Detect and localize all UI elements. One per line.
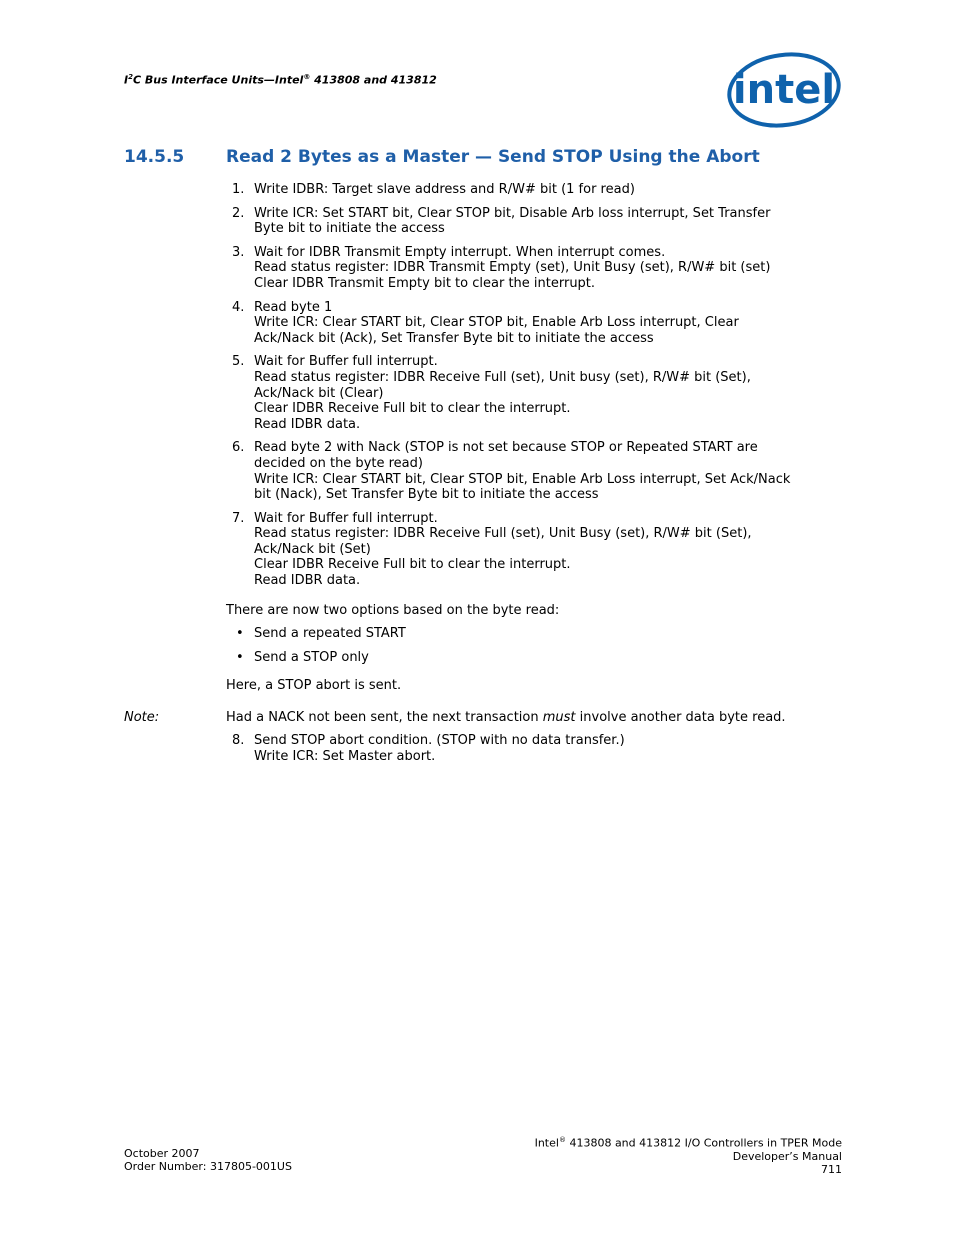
footer-order-number: Order Number: 317805-001US <box>124 1160 292 1173</box>
step-line: Read IDBR data. <box>254 416 361 432</box>
step-number: 2. <box>232 205 245 221</box>
here-text: Here, a STOP abort is sent. <box>226 678 402 694</box>
step-line: Read byte 1 <box>254 299 333 315</box>
step-line: Clear IDBR Transmit Empty bit to clear the interrupt. <box>254 275 596 291</box>
bullet-dot-icon: • <box>236 649 244 665</box>
step-line: Read status register: IDBR Receive Full (set), Unit Busy (set), R/W# bit (Set), <box>254 526 752 542</box>
intel-logo <box>726 51 842 129</box>
step-item <box>226 182 846 198</box>
step-line: Clear IDBR Receive Full bit to clear the interrupt. <box>254 401 571 417</box>
note-text <box>226 710 786 726</box>
footer-page-number: 711 <box>821 1162 842 1176</box>
footer-doc-title-b: 413808 and 413812 I/O Controllers in TPER Mode <box>565 1136 842 1150</box>
step-number: 4. <box>232 299 245 315</box>
step-line: Write ICR: Clear START bit, Clear STOP bit, Enable Arb Loss interrupt, Clear <box>254 315 739 331</box>
step-line: Write ICR: Set START bit, Clear STOP bit, Disable Arb loss interrupt, Set Transfer <box>254 205 771 221</box>
step-line: Send STOP abort condition. (STOP with no data transfer.) <box>254 733 625 748</box>
note-label: Note: <box>124 710 160 725</box>
footer-doc-reg: ® <box>558 1136 566 1144</box>
section-title: Read 2 Bytes as a Master — Send STOP Using the Abort <box>226 147 760 167</box>
step-line: Read status register: IDBR Receive Full (set), Unit busy (set), R/W# bit (Set), <box>254 369 751 385</box>
step-line: Wait for Buffer full interrupt. <box>254 354 438 370</box>
step-line: Write ICR: Clear START bit, Clear STOP bit, Enable Arb Loss interrupt, Set Ack/Nack <box>254 471 791 487</box>
footer-left <box>124 1147 292 1173</box>
step-line: Read IDBR data. <box>254 573 361 589</box>
step-item <box>226 733 846 764</box>
step-number: 5. <box>232 354 245 370</box>
footer-doc-title-a: Intel <box>534 1136 559 1150</box>
step-line: Clear IDBR Receive Full bit to clear the interrupt. <box>254 557 571 573</box>
step-line: Wait for Buffer full interrupt. <box>254 510 438 526</box>
steps-list <box>226 182 846 589</box>
step-number: 1. <box>232 182 245 197</box>
step-line: Ack/Nack bit (Set) <box>254 541 371 557</box>
running-header <box>124 73 437 87</box>
step-number: 7. <box>232 510 245 526</box>
header-i: I <box>124 73 129 87</box>
note-emph: must <box>542 710 576 725</box>
step-line: Ack/Nack bit (Ack), Set Transfer Byte bit to initiate the access <box>254 330 654 346</box>
steps-container <box>226 182 846 694</box>
footer-doc-subtitle: Developer’s Manual <box>732 1149 842 1163</box>
header-i-sup: 2 <box>128 73 133 81</box>
step-item <box>226 354 846 432</box>
note-after: involve another data byte read. <box>575 710 786 725</box>
step-line: bit (Nack), Set Transfer Byte bit to initiate the access <box>254 487 599 503</box>
step-line: Byte bit to initiate the access <box>254 221 445 237</box>
step-line: Ack/Nack bit (Clear) <box>254 385 384 401</box>
header-text-2: 413808 and 413812 <box>310 73 437 87</box>
section-number: 14.5.5 <box>124 147 185 167</box>
bullets-list <box>226 626 846 665</box>
header-text-1: C Bus Interface Units—Intel <box>132 73 304 87</box>
step-item <box>226 440 846 502</box>
header-reg: ® <box>303 73 311 81</box>
bullet-dot-icon: • <box>236 626 244 642</box>
step-item <box>226 245 846 292</box>
step-number: 3. <box>232 244 245 260</box>
step-line: Read status register: IDBR Transmit Empty (set), Unit Busy (set), R/W# bit (set) <box>254 260 771 276</box>
step-number: 6. <box>232 440 245 456</box>
step-item <box>226 300 846 347</box>
step-line: decided on the byte read) <box>254 455 423 471</box>
bullet-text: Send a repeated START <box>254 626 406 642</box>
footer-date: October 2007 <box>124 1147 200 1160</box>
note-before: Had a NACK not been sent, the next transaction <box>226 710 543 725</box>
bullet-item <box>226 626 846 642</box>
logo-text: intel <box>732 67 836 113</box>
footer-doc-title <box>535 1134 842 1150</box>
footer-right <box>535 1134 842 1176</box>
bullet-text: Send a STOP only <box>254 649 369 665</box>
options-intro: There are now two options based on the byte read: <box>226 602 560 618</box>
bullet-item <box>226 650 846 666</box>
step-line: Write ICR: Set Master abort. <box>254 748 436 764</box>
step-item <box>226 511 846 589</box>
step-item <box>226 206 846 237</box>
step-line: Read byte 2 with Nack (STOP is not set because STOP or Repeated START are <box>254 440 758 456</box>
step-line: Wait for IDBR Transmit Empty interrupt. When interrupt comes. <box>254 244 666 260</box>
step-line: Write IDBR: Target slave address and R/W# bit (1 for read) <box>254 182 635 197</box>
step-number: 8. <box>232 733 245 748</box>
step-8 <box>226 733 846 772</box>
